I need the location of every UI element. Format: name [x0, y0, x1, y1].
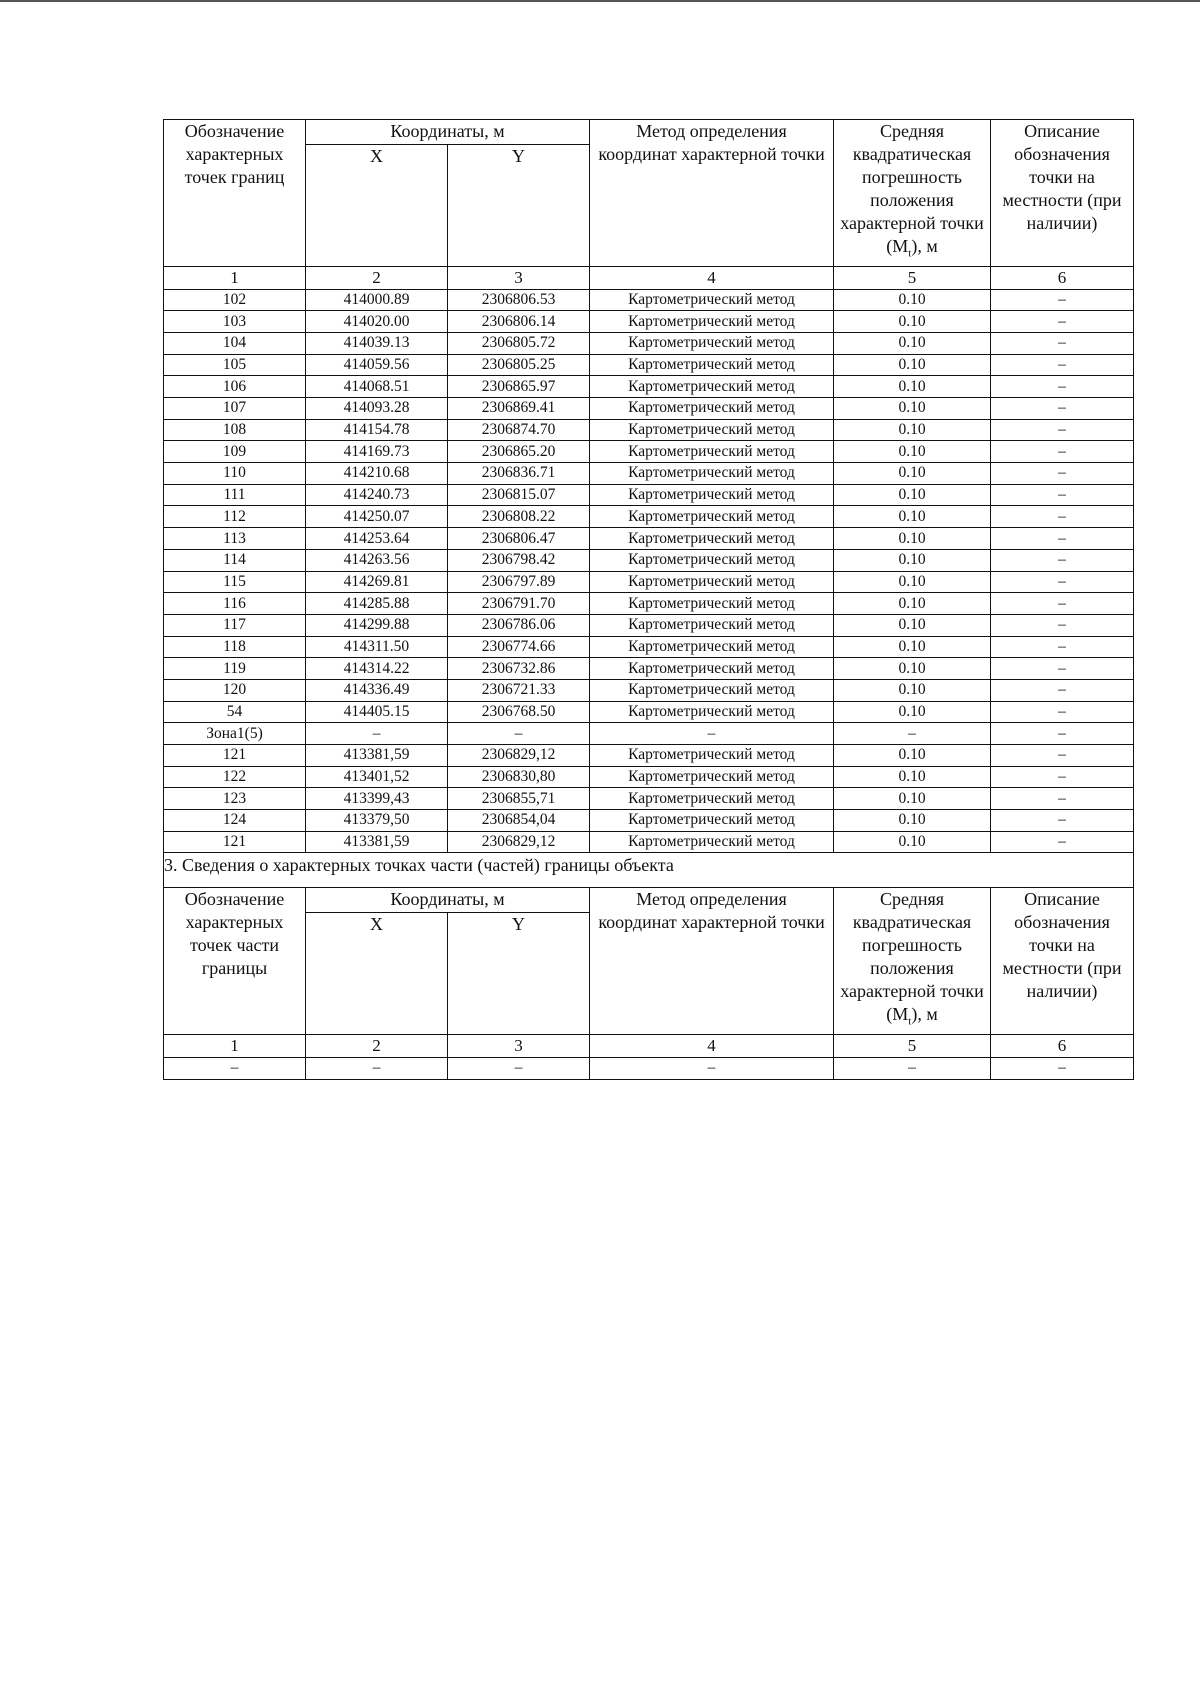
- table-cell: Картометрический метод: [590, 484, 834, 506]
- table-cell: –: [448, 723, 590, 745]
- table-cell: 117: [164, 614, 306, 636]
- header-method: Метод определения координат характерной точки: [590, 120, 834, 267]
- table-cell: 0.10: [834, 593, 991, 615]
- table-cell: Картометрический метод: [590, 549, 834, 571]
- table-row: [164, 831, 1134, 853]
- table-cell: 414210.68: [306, 463, 448, 485]
- table-cell: 2306829,12: [448, 745, 590, 767]
- table-cell: 414093.28: [306, 398, 448, 420]
- header2-designation: Обозначение характерных точек части границы: [164, 888, 306, 1035]
- scan-top-edge: [0, 0, 1200, 2]
- table-row: [164, 658, 1134, 680]
- table-cell: 413381,59: [306, 745, 448, 767]
- table-cell: 2306768.50: [448, 701, 590, 723]
- table-cell: Картометрический метод: [590, 354, 834, 376]
- table-cell: 0.10: [834, 549, 991, 571]
- table-cell: 414039.13: [306, 332, 448, 354]
- table-cell: 414336.49: [306, 679, 448, 701]
- table-row: [164, 614, 1134, 636]
- table-cell: –: [991, 398, 1134, 420]
- header-x: X: [306, 144, 448, 266]
- table-cell: Картометрический метод: [590, 376, 834, 398]
- header-error: Средняя квадратическая погрешность положения характерной точки $(M_t)$, м: [834, 120, 991, 267]
- header-designation: Обозначение характерных точек границ: [164, 120, 306, 267]
- table-cell: 0.10: [834, 484, 991, 506]
- section3-title: 3. Сведения о характерных точках части (частей) границы объекта: [164, 853, 1134, 888]
- table-cell: 414405.15: [306, 701, 448, 723]
- table-cell: 413401,52: [306, 766, 448, 788]
- table-cell: 2306721.33: [448, 679, 590, 701]
- table-cell: –: [991, 593, 1134, 615]
- table-cell: 121: [164, 745, 306, 767]
- table-cell: 0.10: [834, 528, 991, 550]
- table-cell: 104: [164, 332, 306, 354]
- table-cell: 2306806.53: [448, 289, 590, 311]
- table-cell: 414263.56: [306, 549, 448, 571]
- table-cell: Картометрический метод: [590, 679, 834, 701]
- table-cell: –: [991, 311, 1134, 333]
- table-cell: –: [991, 484, 1134, 506]
- table-cell: 108: [164, 419, 306, 441]
- table-cell: Картометрический метод: [590, 311, 834, 333]
- table-cell: 2306774.66: [448, 636, 590, 658]
- table-cell: 2306786.06: [448, 614, 590, 636]
- table-cell: –: [991, 376, 1134, 398]
- table-cell: 2306732.86: [448, 658, 590, 680]
- table-cell: Картометрический метод: [590, 788, 834, 810]
- table-cell: 414285.88: [306, 593, 448, 615]
- table-cell: Картометрический метод: [590, 571, 834, 593]
- table-cell: –: [164, 1058, 306, 1080]
- table-row: [164, 766, 1134, 788]
- table-cell: 414068.51: [306, 376, 448, 398]
- table-cell: Картометрический метод: [590, 745, 834, 767]
- table-cell: –: [590, 1058, 834, 1080]
- table-cell: Картометрический метод: [590, 658, 834, 680]
- table-cell: 0.10: [834, 441, 991, 463]
- table-row: [164, 441, 1134, 463]
- table-cell: Картометрический метод: [590, 441, 834, 463]
- table-row: [164, 506, 1134, 528]
- header2-y: Y: [448, 913, 590, 1035]
- table-cell: 113: [164, 528, 306, 550]
- table-cell: 54: [164, 701, 306, 723]
- table-cell: 0.10: [834, 658, 991, 680]
- table-cell: 2306791.70: [448, 593, 590, 615]
- table-cell: 123: [164, 788, 306, 810]
- table-cell: 0.10: [834, 311, 991, 333]
- table-cell: 116: [164, 593, 306, 615]
- table-cell: –: [991, 766, 1134, 788]
- table-cell: 0.10: [834, 376, 991, 398]
- table-cell: Картометрический метод: [590, 463, 834, 485]
- table-cell: Картометрический метод: [590, 831, 834, 853]
- table-cell: Картометрический метод: [590, 506, 834, 528]
- table-cell: 0.10: [834, 506, 991, 528]
- table-cell: 0.10: [834, 745, 991, 767]
- table-cell: 2306805.25: [448, 354, 590, 376]
- table-cell: –: [991, 614, 1134, 636]
- table-cell: 414311.50: [306, 636, 448, 658]
- table-cell: 413381,59: [306, 831, 448, 853]
- table-cell: –: [991, 289, 1134, 311]
- table-cell: –: [306, 723, 448, 745]
- table-cell: 2306836.71: [448, 463, 590, 485]
- table2-body: [164, 1058, 1134, 1080]
- table-cell: 0.10: [834, 679, 991, 701]
- table-cell: –: [306, 1058, 448, 1080]
- table-cell: Картометрический метод: [590, 528, 834, 550]
- table-row: [164, 745, 1134, 767]
- table-cell: 414240.73: [306, 484, 448, 506]
- table-cell: 114: [164, 549, 306, 571]
- table-cell: 110: [164, 463, 306, 485]
- table-cell: –: [590, 723, 834, 745]
- table-cell: 0.10: [834, 332, 991, 354]
- table-cell: 414059.56: [306, 354, 448, 376]
- table-cell: 2306874.70: [448, 419, 590, 441]
- table-row: [164, 636, 1134, 658]
- table-cell: 119: [164, 658, 306, 680]
- table-cell: Картометрический метод: [590, 636, 834, 658]
- table-row: [164, 354, 1134, 376]
- table-cell: 121: [164, 831, 306, 853]
- table-cell: –: [991, 463, 1134, 485]
- table-cell: 0.10: [834, 463, 991, 485]
- table-cell: 115: [164, 571, 306, 593]
- table-cell: 109: [164, 441, 306, 463]
- table-cell: 414253.64: [306, 528, 448, 550]
- table-cell: 105: [164, 354, 306, 376]
- table-cell: –: [834, 1058, 991, 1080]
- table-cell: 0.10: [834, 788, 991, 810]
- table-cell: Картометрический метод: [590, 810, 834, 832]
- table-cell: 0.10: [834, 398, 991, 420]
- table-cell: –: [991, 506, 1134, 528]
- table-cell: –: [991, 441, 1134, 463]
- table-cell: 2306865.97: [448, 376, 590, 398]
- table-cell: 414314.22: [306, 658, 448, 680]
- table-cell: Зона1(5): [164, 723, 306, 745]
- table-cell: 414169.73: [306, 441, 448, 463]
- table-cell: 103: [164, 311, 306, 333]
- table-cell: 413379,50: [306, 810, 448, 832]
- table-cell: 414299.88: [306, 614, 448, 636]
- document-page: [163, 119, 1133, 1080]
- table-cell: 0.10: [834, 701, 991, 723]
- table-cell: 2306808.22: [448, 506, 590, 528]
- table-cell: 2306829,12: [448, 831, 590, 853]
- table-cell: 2306815.07: [448, 484, 590, 506]
- header-description: Описание обозначения точки на местности (при наличии): [991, 120, 1134, 267]
- table-cell: Картометрический метод: [590, 332, 834, 354]
- table-cell: –: [991, 810, 1134, 832]
- table1-body: [164, 289, 1134, 853]
- table-cell: 2306854,04: [448, 810, 590, 832]
- table-row: [164, 701, 1134, 723]
- table-cell: 118: [164, 636, 306, 658]
- table-row: [164, 593, 1134, 615]
- table-cell: 0.10: [834, 289, 991, 311]
- table-cell: Картометрический метод: [590, 766, 834, 788]
- table-row: [164, 398, 1134, 420]
- table-cell: 122: [164, 766, 306, 788]
- table-row: [164, 289, 1134, 311]
- table-cell: Картометрический метод: [590, 289, 834, 311]
- table-row: [164, 810, 1134, 832]
- table-cell: –: [991, 636, 1134, 658]
- table-cell: 102: [164, 289, 306, 311]
- table-row: [164, 311, 1134, 333]
- header2-error: Средняя квадратическая погрешность положения характерной точки $(M_t)$, м: [834, 888, 991, 1035]
- table-cell: –: [448, 1058, 590, 1080]
- table-cell: 0.10: [834, 810, 991, 832]
- table-cell: 413399,43: [306, 788, 448, 810]
- table-cell: –: [991, 354, 1134, 376]
- column-number-row-2: 1 2 3 4 5 6: [164, 1035, 1134, 1058]
- table-cell: –: [991, 788, 1134, 810]
- table-cell: –: [834, 723, 991, 745]
- header2-method: Метод определения координат характерной точки: [590, 888, 834, 1035]
- table-cell: –: [991, 679, 1134, 701]
- table-cell: 2306869.41: [448, 398, 590, 420]
- table-cell: 414269.81: [306, 571, 448, 593]
- table-cell: 2306855,71: [448, 788, 590, 810]
- table-cell: 106: [164, 376, 306, 398]
- table-cell: –: [991, 745, 1134, 767]
- table-row: [164, 376, 1134, 398]
- table-cell: 2306830,80: [448, 766, 590, 788]
- table-cell: 0.10: [834, 614, 991, 636]
- table-cell: 414250.07: [306, 506, 448, 528]
- table-cell: –: [991, 419, 1134, 441]
- header-coordinates: Координаты, м: [306, 120, 590, 145]
- table-cell: 112: [164, 506, 306, 528]
- table-cell: –: [991, 528, 1134, 550]
- table-cell: 0.10: [834, 571, 991, 593]
- table-cell: 414154.78: [306, 419, 448, 441]
- table-cell: 2306806.14: [448, 311, 590, 333]
- header2-coordinates: Координаты, м: [306, 888, 590, 913]
- table-cell: 120: [164, 679, 306, 701]
- header2-description: Описание обозначения точки на местности (при наличии): [991, 888, 1134, 1035]
- table-cell: 2306806.47: [448, 528, 590, 550]
- table-cell: 414020.00: [306, 311, 448, 333]
- table-cell: –: [991, 831, 1134, 853]
- table-cell: 0.10: [834, 831, 991, 853]
- table-cell: 0.10: [834, 766, 991, 788]
- table-cell: 2306798.42: [448, 549, 590, 571]
- header2-x: X: [306, 913, 448, 1035]
- table-cell: –: [991, 658, 1134, 680]
- table-cell: 111: [164, 484, 306, 506]
- table-row: [164, 571, 1134, 593]
- table-cell: Картометрический метод: [590, 614, 834, 636]
- table-cell: 0.10: [834, 636, 991, 658]
- table-cell: Картометрический метод: [590, 398, 834, 420]
- table-row: [164, 419, 1134, 441]
- table-cell: 2306865.20: [448, 441, 590, 463]
- table-row: [164, 1058, 1134, 1080]
- table-cell: 2306805.72: [448, 332, 590, 354]
- coordinates-table: [163, 119, 1134, 1080]
- table-cell: 2306797.89: [448, 571, 590, 593]
- table-row: [164, 332, 1134, 354]
- table-cell: Картометрический метод: [590, 701, 834, 723]
- table-row: [164, 723, 1134, 745]
- table-cell: 0.10: [834, 419, 991, 441]
- table-row: [164, 679, 1134, 701]
- table-cell: –: [991, 332, 1134, 354]
- table-row: [164, 788, 1134, 810]
- table-row: [164, 549, 1134, 571]
- table-cell: 124: [164, 810, 306, 832]
- table-row: [164, 528, 1134, 550]
- table-cell: 0.10: [834, 354, 991, 376]
- table-cell: –: [991, 549, 1134, 571]
- table-cell: 107: [164, 398, 306, 420]
- table-row: [164, 463, 1134, 485]
- table-cell: –: [991, 701, 1134, 723]
- table-cell: 414000.89: [306, 289, 448, 311]
- table-cell: Картометрический метод: [590, 593, 834, 615]
- column-number-row: 1 2 3 4 5 6: [164, 266, 1134, 289]
- table-cell: –: [991, 1058, 1134, 1080]
- header-y: Y: [448, 144, 590, 266]
- table-cell: –: [991, 571, 1134, 593]
- table-cell: –: [991, 723, 1134, 745]
- table-cell: Картометрический метод: [590, 419, 834, 441]
- table-row: [164, 484, 1134, 506]
